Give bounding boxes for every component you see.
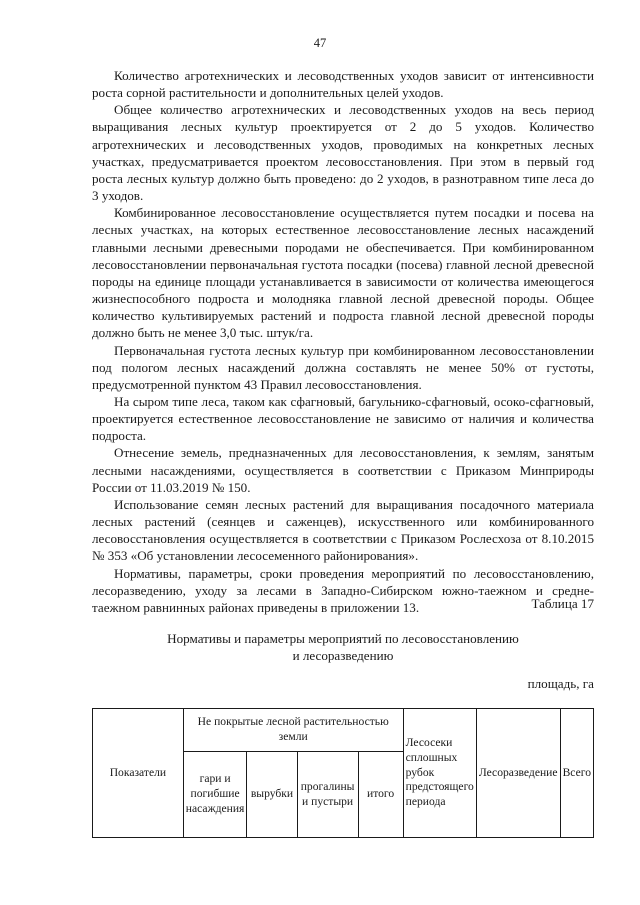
table-number: Таблица 17: [531, 596, 594, 611]
header-gari: гари и погибшие насаждения: [183, 752, 247, 838]
header-progaliny: прогалины и пустыри: [297, 752, 358, 838]
header-itogo: итого: [358, 752, 403, 838]
paragraph-care-count: Количество агротехнических и лесоводственных уходов зависит от интенсивности роста сорной растительности и дополнительных целей уходов.: [92, 68, 594, 101]
norms-table: [92, 708, 594, 838]
header-indicators: Показатели: [93, 709, 184, 838]
header-uncovered-lands: Не покрытые лесной растительностью земли: [183, 709, 403, 752]
header-lesoseki: Лесосеки сплошных рубок предстоящего периода: [403, 709, 476, 838]
paragraph-norms-reference: Нормативы, параметры, сроки проведения мероприятий по лесовосстановлению, лесоразведению, уходу за лесами в Западно-Сибирском южно-таежном и средне-таежном равнинных районах приведены в приложении 13.: [92, 565, 594, 615]
paragraph-initial-density: Первоначальная густота лесных культур при комбинированном лесовосстановлении под пологом лесных насаждений должна составлять не менее 50% от густоты, предусмотренной пунктом 43 Правил лесовосстановления.: [92, 342, 594, 392]
paragraph-land-classification: Отнесение земель, предназначенных для лесовосстановления, к землям, занятым лесными насаждениями, осуществляется в соответствии с Приказом Минприроды России от 11.03.2019 № 150.: [92, 445, 594, 495]
paragraph-total-care: Общее количество агротехнических и лесоводственных уходов на весь период выращивания лесных культур проектируется от 2 до 5 уходов. Количество агротехнических и лесоводственных уходов, проводимых на конкретных лесных участках, предусматривается проектом лесовосстановления. При этом в первый год роста лесных культур должно быть проведено: до 2 уходов, в разнотравном типе леса до 3 уходов.: [92, 102, 594, 204]
paragraph-combined-reforestation: Комбинированное лесовосстановление осуществляется путем посадки и посева на лесных участках, на которых естественное лесовосстановление лесных насаждений главными лесными древесными породами не обеспечивается. При комбинированном лесовосстановлении первоначальная густота посадки (посева) главной лесной древесной породы на единице площади устанавливается в зависимости от количества имеющегося жизнеспособного подроста и молодняка главной лесной древесной породы. Общее количество культивируемых растений и подроста главной лесной древесной породы должно быть не менее 3,0 тыс. штук/га.: [92, 205, 594, 341]
paragraph-wet-forest-type: На сыром типе леса, таком как сфагновый, багульнико-сфагновый, осоко-сфагновый, проектируется естественное лесовосстановление не зависимо от наличия и количества подроста.: [92, 393, 594, 444]
table-title: [92, 630, 594, 664]
header-lesorazvedenie: Лесоразведение: [476, 709, 560, 838]
page-number: 47: [313, 36, 327, 50]
paragraph-seed-usage: Использование семян лесных растений для выращивания посадочного материала лесных растений (сеянцев и саженцев), искусственного или комбинированного лесовосстановления осуществляется в соответствии с Приказом Рослесхоза от 8.10.2015 № 353 «Об установлении лесосеменного районирования».: [92, 496, 594, 564]
header-vsego: Всего: [560, 709, 593, 838]
body-text: [92, 67, 594, 616]
header-vyrubki: вырубки: [247, 752, 297, 838]
table-header-row-1: [93, 709, 594, 752]
table-units: площадь, га: [527, 676, 594, 691]
table-title-line-1: Нормативы и параметры мероприятий по лесовосстановлению: [167, 631, 519, 646]
table-title-line-2: и лесоразведению: [292, 648, 394, 663]
